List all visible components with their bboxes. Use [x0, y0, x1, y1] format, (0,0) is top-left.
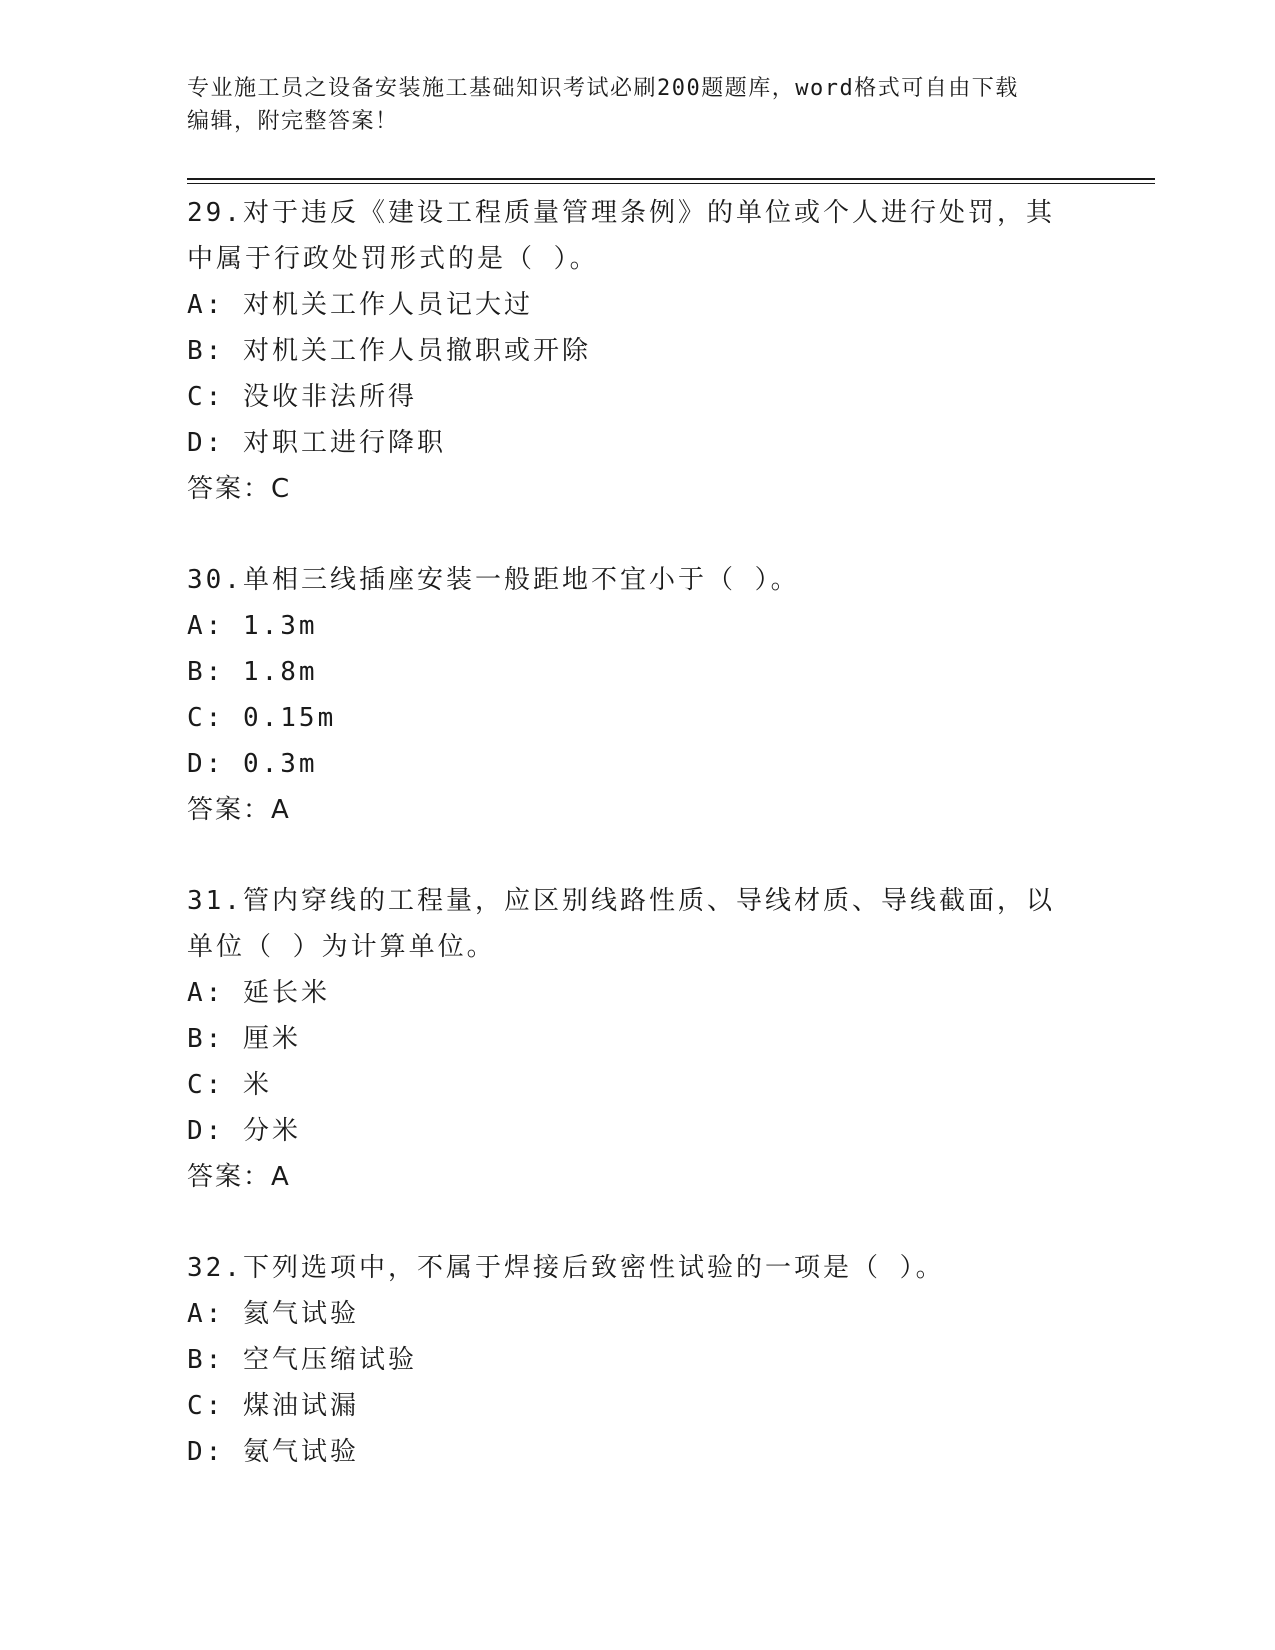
option-d: D: 氨气试验 — [187, 1437, 359, 1467]
question-stem: 31.管内穿线的工程量，应区别线路性质、导线材质、导线截面，以单位（ ）为计算单位。 — [187, 886, 1055, 962]
option-c: C: 没收非法所得 — [187, 382, 417, 412]
question-stem: 29.对于违反《建设工程质量管理条例》的单位或个人进行处罚，其中属于行政处罚形式的是（ ）。 — [187, 198, 1055, 274]
question-29 — [187, 190, 1087, 512]
answer: 答案：C — [187, 474, 292, 504]
option-a: A: 对机关工作人员记大过 — [187, 290, 533, 320]
question-list — [187, 190, 1087, 1520]
header-rule-thick — [187, 178, 1155, 180]
option-b: B: 厘米 — [187, 1024, 301, 1054]
header-rule-thin — [187, 183, 1155, 184]
answer: 答案：A — [187, 795, 291, 825]
option-d: D: 0.3m — [187, 749, 318, 779]
option-c: C: 米 — [187, 1070, 272, 1100]
option-b: B: 1.8m — [187, 657, 318, 687]
question-31 — [187, 878, 1087, 1200]
option-b: B: 空气压缩试验 — [187, 1345, 417, 1375]
header-line-2: 编辑，附完整答案！ — [187, 109, 399, 134]
option-c: C: 煤油试漏 — [187, 1391, 359, 1421]
question-stem: 32.下列选项中，不属于焊接后致密性试验的一项是（ ）。 — [187, 1253, 945, 1283]
option-b: B: 对机关工作人员撤职或开除 — [187, 336, 591, 366]
answer: 答案：A — [187, 1162, 291, 1192]
option-d: D: 分米 — [187, 1116, 301, 1146]
header-line-1: 专业施工员之设备安装施工基础知识考试必刷200题题库，word格式可自由下载 — [187, 76, 1019, 101]
question-stem: 30.单相三线插座安装一般距地不宜小于（ ）。 — [187, 565, 800, 595]
option-a: A: 延长米 — [187, 978, 330, 1008]
option-d: D: 对职工进行降职 — [187, 428, 446, 458]
option-a: A: 1.3m — [187, 611, 318, 641]
question-32 — [187, 1245, 1087, 1475]
document-header — [187, 72, 1067, 138]
option-a: A: 氦气试验 — [187, 1299, 359, 1329]
question-30 — [187, 557, 1087, 833]
option-c: C: 0.15m — [187, 703, 337, 733]
